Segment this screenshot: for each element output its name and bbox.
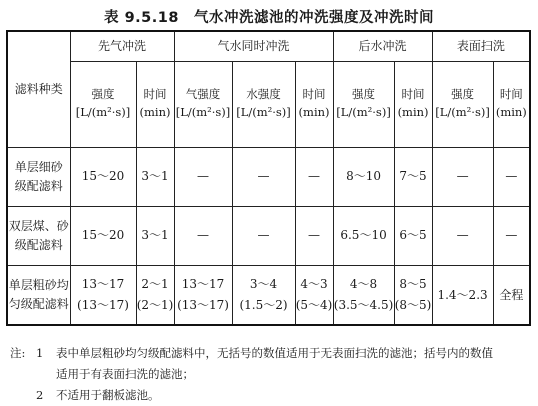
table-cell: 4～8 (3.5～4.5) (333, 265, 394, 325)
table-cell: — (432, 206, 493, 265)
table-cell: 7～5 (394, 147, 432, 206)
table-cell: 15～20 (70, 206, 136, 265)
note-number: 2 (36, 388, 44, 402)
table-cell: 3～1 (136, 147, 174, 206)
header-group-air-water: 气水同时冲洗 (174, 31, 333, 61)
header-group-air-first: 先气冲洗 (70, 31, 174, 61)
wash-intensity-table (6, 30, 531, 326)
table-cell: 全程 (493, 265, 530, 325)
table-cell: 13～17 (13～17) (174, 265, 232, 325)
table-cell: — (232, 147, 295, 206)
table-cell: 1.4～2.3 (432, 265, 493, 325)
header-g2-water-strength: 水强度[L/(m²·s)] (232, 61, 295, 147)
table-cell: 13～17 (13～17) (70, 265, 136, 325)
table-cell: — (295, 147, 333, 206)
table-row (7, 265, 530, 325)
header-g4-strength: 强度[L/(m²·s)] (432, 61, 493, 147)
table-cell: 3～4 (1.5～2) (232, 265, 295, 325)
table-cell: — (295, 206, 333, 265)
row-label: 单层粗砂均 匀级配滤料 (7, 265, 70, 325)
header-g2-air-strength: 气强度[L/(m²·s)] (174, 61, 232, 147)
table-cell: — (432, 147, 493, 206)
note-prefix: 注: (10, 346, 26, 360)
header-g3-time: 时间(min) (394, 61, 432, 147)
table-title: 表 9.5.18 气水冲洗滤池的冲洗强度及冲洗时间 (104, 10, 434, 26)
table-row (7, 206, 530, 265)
header-g4-time: 时间(min) (493, 61, 530, 147)
table-cell: 8～5 (8～5) (394, 265, 432, 325)
header-g2-time: 时间(min) (295, 61, 333, 147)
table-notes (10, 343, 530, 406)
header-material-type: 滤料种类 (7, 31, 70, 147)
table-cell: — (493, 206, 530, 265)
header-group-water-after: 后水冲洗 (333, 31, 432, 61)
table-cell: 8～10 (333, 147, 394, 206)
table-cell: 6.5～10 (333, 206, 394, 265)
table-cell: 3～1 (136, 206, 174, 265)
note-number: 1 (36, 346, 44, 360)
table-cell: 4～3 (5～4) (295, 265, 333, 325)
header-g1-strength: 强度[L/(m²·s)] (70, 61, 136, 147)
table-cell: — (174, 206, 232, 265)
header-g3-strength: 强度[L/(m²·s)] (333, 61, 394, 147)
note-item (10, 385, 530, 406)
table-cell: 2～1 (2～1) (136, 265, 174, 325)
table-cell: 15～20 (70, 147, 136, 206)
table-row (7, 147, 530, 206)
table-cell: 6～5 (394, 206, 432, 265)
table-cell: — (174, 147, 232, 206)
note-text: 不适用于翻板滤池。 (56, 388, 160, 402)
row-label: 单层细砂 级配滤料 (7, 147, 70, 206)
note-text: 表中单层粗砂均匀级配滤料中，无括号的数值适用于无表面扫洗的滤池；括号内的数值 (56, 346, 493, 360)
table-cell: — (493, 147, 530, 206)
header-g1-time: 时间(min) (136, 61, 174, 147)
note-continuation: 适用于有表面扫洗的滤池； (56, 367, 194, 381)
row-label: 双层煤、砂 级配滤料 (7, 206, 70, 265)
header-group-surface-sweep: 表面扫洗 (432, 31, 530, 61)
note-item (10, 343, 530, 364)
table-cell: — (232, 206, 295, 265)
